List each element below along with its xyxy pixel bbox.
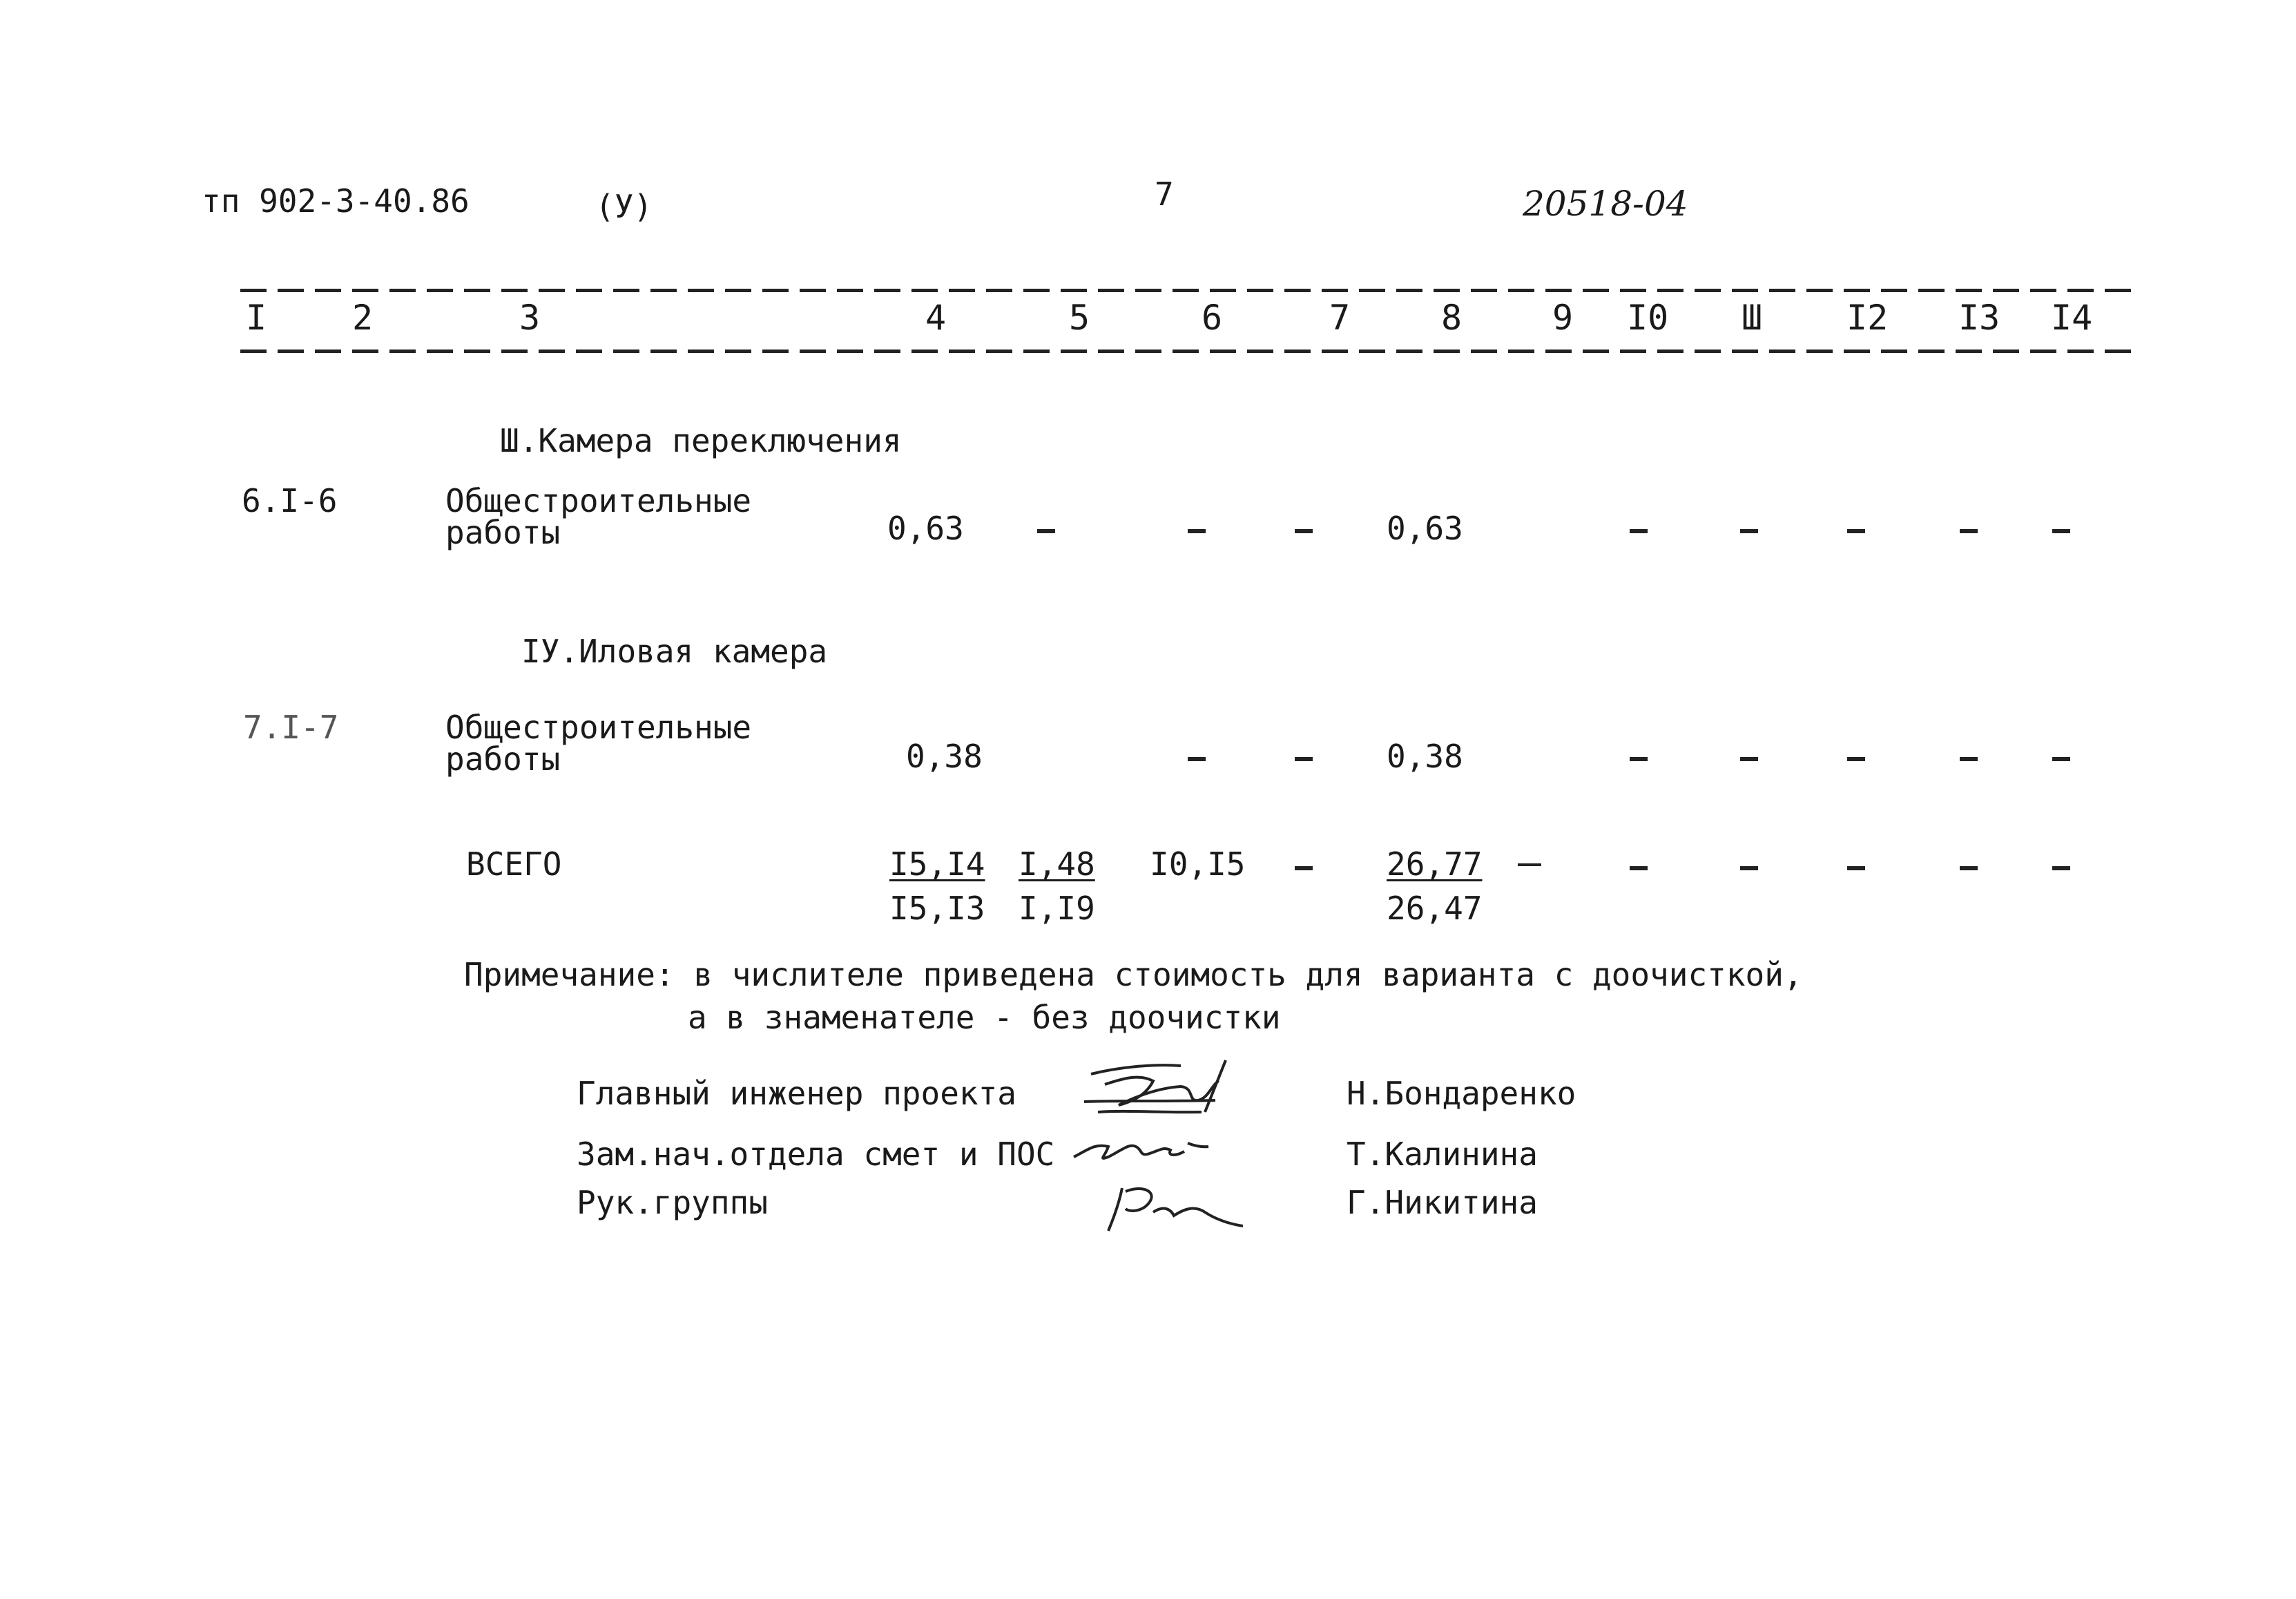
column-header: 7 xyxy=(1329,298,1351,338)
note-line-1: Примечание: в числителе приведена стоимость для варианта с доочисткой, xyxy=(464,956,1803,993)
column-header: 9 xyxy=(1552,298,1574,338)
item-name-cont: работы xyxy=(445,514,561,551)
total-col5-denominator: I,I9 xyxy=(1019,890,1095,927)
column-header: I3 xyxy=(1958,298,2000,338)
total-col11-dash xyxy=(1740,866,1758,870)
cell-col4: 0,38 xyxy=(906,738,983,775)
cell-col7-dash xyxy=(1295,757,1313,761)
column-header: 4 xyxy=(925,298,947,338)
cell-col4: 0,63 xyxy=(887,510,964,547)
signatory-name: Т.Калинина xyxy=(1347,1136,1538,1173)
total-col4-numerator: I5,I4 xyxy=(889,845,985,883)
doc-code: тп 902-3-40.86 xyxy=(202,182,470,220)
item-name-cont: работы xyxy=(445,740,561,778)
item-code: 7.I-7 xyxy=(243,709,339,746)
column-header: I2 xyxy=(1846,298,1889,338)
column-header: 3 xyxy=(519,298,541,338)
cell-col10-dash xyxy=(1630,757,1648,761)
total-col10-dash xyxy=(1630,866,1648,870)
column-header: Ш xyxy=(1742,298,1763,338)
archive-number: 20518-04 xyxy=(1523,184,1688,224)
table-header-rule xyxy=(240,350,2139,353)
total-col12-dash xyxy=(1847,866,1865,870)
cell-col11-dash xyxy=(1740,757,1758,761)
page-number: 7 xyxy=(1155,175,1174,213)
signature-scribble xyxy=(1101,1174,1253,1236)
cell-col8: 0,63 xyxy=(1387,510,1463,547)
section-title: IУ.Иловая камера xyxy=(521,633,828,670)
column-header: I0 xyxy=(1627,298,1669,338)
column-header: 6 xyxy=(1202,298,1223,338)
total-col4-denominator: I5,I3 xyxy=(889,890,985,927)
cell-col12-dash xyxy=(1847,757,1865,761)
item-code: 6.I-6 xyxy=(242,482,338,519)
total-col14-dash xyxy=(2052,866,2070,870)
cell-col5-dash xyxy=(1037,529,1055,533)
item-name: Общестроительные xyxy=(445,709,752,746)
cell-col14-dash xyxy=(2052,757,2070,761)
doc-mark: (У) xyxy=(595,188,653,225)
cell-col13-dash xyxy=(1960,529,1978,533)
signatory-name: Г.Никитина xyxy=(1347,1184,1538,1221)
signatory-role: Зам.нач.отдела смет и ПОС xyxy=(577,1136,1055,1173)
signature-scribble xyxy=(1077,1046,1264,1122)
column-header: 5 xyxy=(1069,298,1090,338)
table-top-rule xyxy=(240,289,2139,292)
cell-col10-dash xyxy=(1630,529,1648,533)
signatory-name: Н.Бондаренко xyxy=(1347,1075,1576,1112)
cell-col6-dash xyxy=(1188,529,1206,533)
section-title: Ш.Камера переключения xyxy=(500,422,902,459)
total-col7-dash xyxy=(1295,866,1313,870)
cell-col6-dash xyxy=(1188,757,1206,761)
cell-col14-dash xyxy=(2052,529,2070,533)
total-col13-dash xyxy=(1960,866,1978,870)
column-header: I4 xyxy=(2051,298,2093,338)
note-line-2: а в знаменателе - без доочистки xyxy=(688,999,1281,1036)
column-header: I xyxy=(246,298,267,338)
column-header: 8 xyxy=(1441,298,1463,338)
cell-col11-dash xyxy=(1740,529,1758,533)
cell-col8: 0,38 xyxy=(1387,738,1463,775)
signature-scribble xyxy=(1067,1122,1219,1171)
signatory-role: Рук.группы xyxy=(577,1184,768,1221)
total-col8-denominator: 26,47 xyxy=(1387,890,1483,927)
signatory-role: Главный инженер проекта xyxy=(577,1075,1016,1112)
item-name: Общестроительные xyxy=(445,482,752,519)
cell-col7-dash xyxy=(1295,529,1313,533)
total-label: ВСЕГО xyxy=(466,845,562,883)
total-col5-numerator: I,48 xyxy=(1019,845,1095,883)
total-col9-dash xyxy=(1518,863,1541,866)
cell-col12-dash xyxy=(1847,529,1865,533)
cell-col13-dash xyxy=(1960,757,1978,761)
total-col8-numerator: 26,77 xyxy=(1387,845,1483,883)
column-header: 2 xyxy=(352,298,374,338)
total-col6: I0,I5 xyxy=(1150,845,1246,883)
